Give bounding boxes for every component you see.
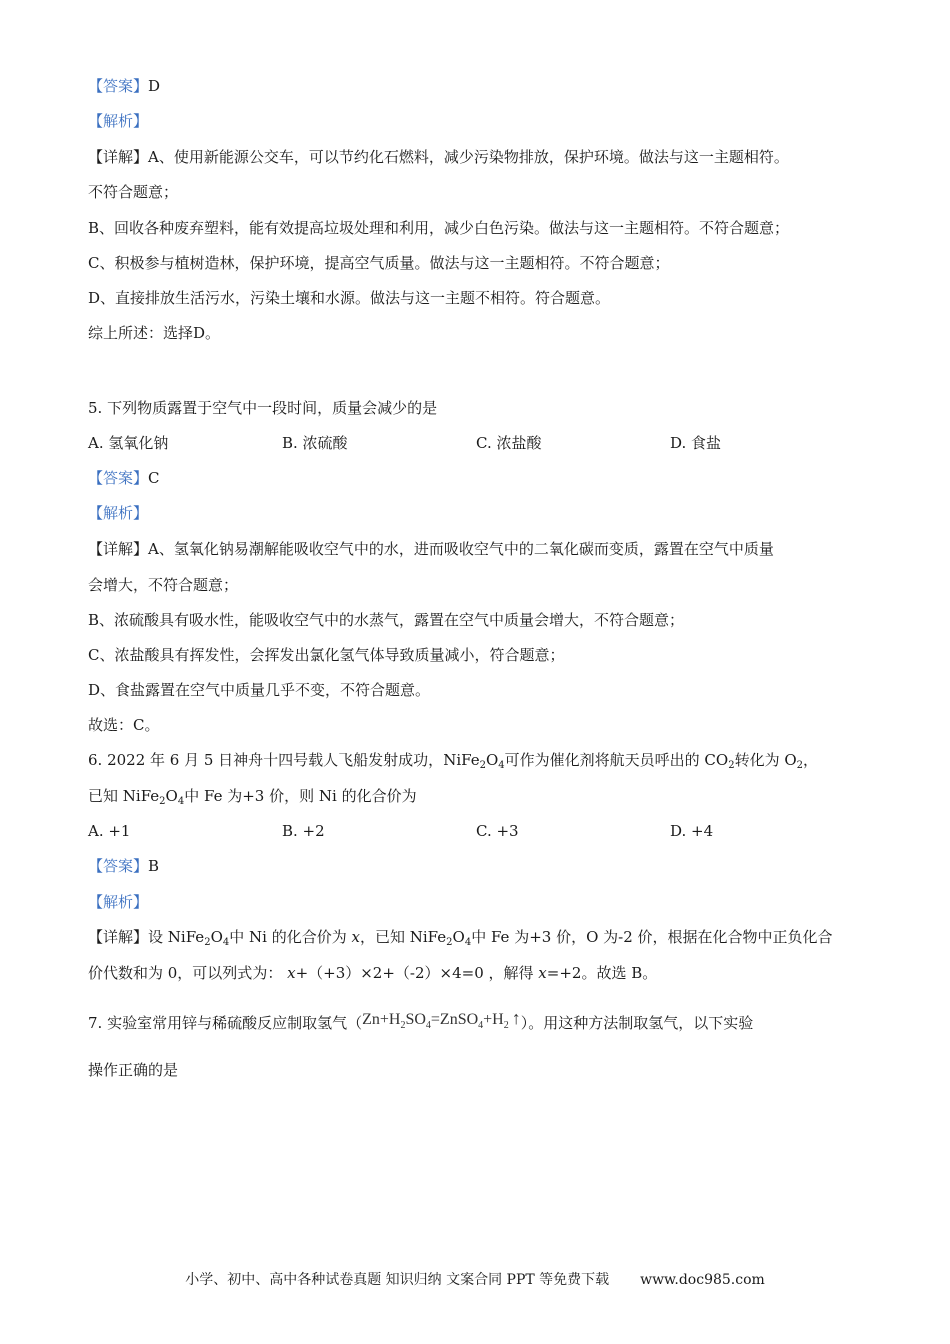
q6-option-d: D. +4 bbox=[670, 822, 714, 840]
q6-detail-line1: 【详解】设 $NiFe_2O_4$中 Ni 的化合价为 x，已知 $NiFe_2O_4$中 Fe 为+3 价，O 为-2 价，根据在化合物中正负化合 bbox=[88, 928, 833, 948]
reaction-equation: $Zn+H_2SO_4=ZnSO_4+H_2$ ↑ bbox=[362, 1008, 521, 1031]
detail-tag: 【详解】 bbox=[88, 540, 149, 558]
answer-value: B bbox=[148, 857, 160, 875]
variable-x: x bbox=[351, 928, 360, 946]
page-footer bbox=[0, 1270, 950, 1290]
footer-url: www.doc985.com bbox=[640, 1272, 765, 1288]
q5-stem: 5. 下列物质露置于空气中一段时间，质量会减少的是 bbox=[88, 399, 438, 417]
answer-tag: 【答案】 bbox=[88, 469, 149, 487]
q5-option-a: A. 氢氧化钠 bbox=[88, 434, 169, 452]
variable-x: x bbox=[538, 964, 547, 982]
detail-tag: 【详解】 bbox=[88, 928, 149, 946]
q6-option-a: A. +1 bbox=[88, 822, 131, 840]
q5-summary: 故选：C。 bbox=[88, 716, 160, 734]
formula-nife2o4: $NiFe_2O_4$ bbox=[122, 787, 185, 807]
q7-stem-line2: 操作正确的是 bbox=[88, 1061, 179, 1079]
q5-option-c: C. 浓盐酸 bbox=[476, 434, 542, 452]
q4-detail-a-line2: 不符合题意； bbox=[88, 183, 179, 201]
q5-option-d: D. 食盐 bbox=[670, 434, 722, 452]
q5-analysis-tag: 【解析】 bbox=[88, 504, 149, 522]
q6-analysis-tag: 【解析】 bbox=[88, 893, 149, 911]
formula-co2: $CO_2$ bbox=[704, 751, 735, 771]
gas-arrow-icon: ↑ bbox=[511, 1008, 521, 1028]
answer-tag: 【答案】 bbox=[88, 77, 149, 95]
q5-detail-a-line2: 会增大，不符合题意； bbox=[88, 576, 239, 594]
q4-analysis-tag: 【解析】 bbox=[88, 112, 149, 130]
q6-answer-line bbox=[88, 856, 894, 876]
q6-option-c: C. +3 bbox=[476, 822, 519, 840]
q6-stem-line2: 已知 $NiFe_2O_4$中 Fe 为+3 价，则 Ni 的化合价为 bbox=[88, 787, 417, 807]
variable-x: x bbox=[287, 964, 296, 982]
formula-nife2o4: $NiFe_2O_4$ bbox=[167, 928, 230, 948]
detail-tag: 【详解】 bbox=[88, 148, 149, 166]
q4-detail-a-line1: 【详解】A、使用新能源公交车，可以节约化石燃料，减少污染物排放，保护环境。做法与这一主题相符。 bbox=[88, 148, 789, 166]
q4-answer-line bbox=[88, 76, 894, 96]
footer-text: 小学、初中、高中各种试卷真题 知识归纳 文案合同 PPT 等免费下载 bbox=[185, 1272, 610, 1288]
q6-detail-line2: 价代数和为 0，可以列式为： x+（+3）×2+（-2）×4=0 ，解得 x=+2。故选 B。 bbox=[88, 964, 658, 982]
q5-detail-d: D、食盐露置在空气中质量几乎不变，不符合题意。 bbox=[88, 681, 431, 699]
q5-detail-b: B、浓硫酸具有吸水性，能吸收空气中的水蒸气，露置在空气中质量会增大，不符合题意； bbox=[88, 611, 685, 629]
formula-nife2o4: $NiFe_2O_4$ bbox=[443, 751, 505, 771]
formula-o2: $O_2$ bbox=[784, 751, 804, 771]
q5-answer-line bbox=[88, 468, 894, 488]
q4-detail-b: B、回收各种废弃塑料，能有效提高垃圾处理和利用，减少白色污染。做法与这一主题相符。不符合题意； bbox=[88, 219, 790, 237]
answer-value: C bbox=[148, 469, 160, 487]
q5-detail-a-line1: 【详解】A、氢氧化钠易潮解能吸收空气中的水，进而吸收空气中的二氧化碳而变质，露置在空气中质量 bbox=[88, 540, 774, 558]
q7-stem-line1: 7. 实验室常用锌与稀硫酸反应制取氢气（$Zn+H_2SO_4=ZnSO_4+H_2$ ↑）。用这种方法制取氢气，以下实验 bbox=[88, 1008, 754, 1032]
q5-detail-c: C、浓盐酸具有挥发性，会挥发出氯化氢气体导致质量减小，符合题意； bbox=[88, 646, 565, 664]
q5-option-b: B. 浓硫酸 bbox=[282, 434, 348, 452]
q4-detail-c: C、积极参与植树造林，保护环境，提高空气质量。做法与这一主题相符。不符合题意； bbox=[88, 254, 670, 272]
q6-option-b: B. +2 bbox=[282, 822, 325, 840]
q4-summary: 综上所述：选择D。 bbox=[88, 324, 221, 342]
q6-stem-line1: 6. 2022 年 6 月 5 日神舟十四号载人飞船发射成功，$NiFe_2O_4$可作为催化剂将航天员呼出的 $CO_2$转化为 $O_2$， bbox=[88, 751, 819, 771]
formula-nife2o4: $NiFe_2O_4$ bbox=[409, 928, 472, 948]
q4-detail-d: D、直接排放生活污水，污染土壤和水源。做法与这一主题不相符。符合题意。 bbox=[88, 289, 611, 307]
answer-tag: 【答案】 bbox=[88, 857, 149, 875]
answer-value: D bbox=[148, 77, 161, 95]
